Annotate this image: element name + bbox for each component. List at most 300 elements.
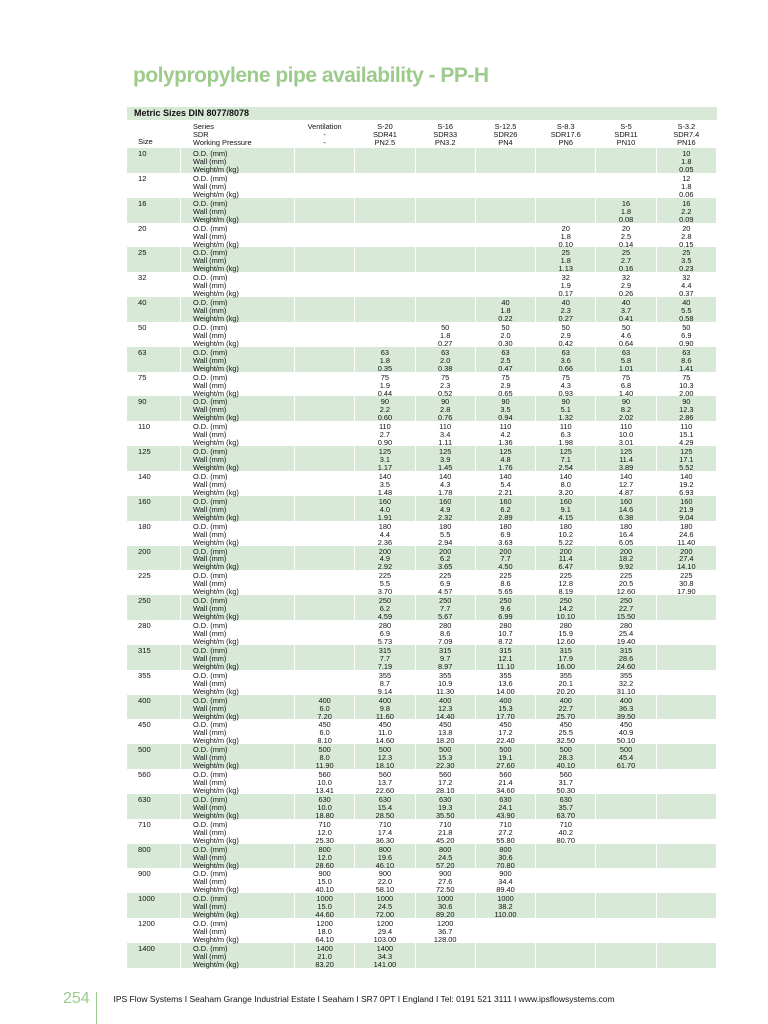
row-label: Wall (mm): [193, 430, 227, 440]
cell-value: 30.6: [498, 852, 513, 862]
row-label: Wall (mm): [193, 554, 227, 564]
table-cell: [536, 918, 596, 943]
cell-value: 6.47: [558, 562, 573, 572]
cell-value: 315: [499, 645, 512, 655]
table-cell: [476, 496, 536, 521]
cell-value: 0.22: [498, 314, 513, 324]
row-labels: [181, 695, 295, 720]
cell-value: 180: [439, 521, 452, 531]
table-cell: [536, 396, 596, 421]
cell-value: 1.48: [377, 487, 393, 497]
row-label: Wall (mm): [193, 256, 227, 266]
table-cell: [596, 695, 656, 720]
table-cell: [536, 546, 596, 571]
table-cell: [596, 446, 656, 471]
cell-value: 160: [559, 496, 572, 506]
table-cell: [536, 496, 596, 521]
row-label: Weight/m (kg): [193, 761, 239, 771]
cell-value: 24.5: [437, 852, 453, 862]
cell-value: 14.40: [435, 711, 455, 721]
row-label: O.D. (mm): [193, 422, 228, 432]
table-cell: [355, 620, 415, 645]
cell-value: 12.3: [679, 405, 694, 415]
cell-value: 40: [501, 298, 510, 308]
cell-value: 103.00: [373, 935, 397, 945]
table-row: [127, 247, 717, 272]
table-row: [127, 595, 717, 620]
table-cell: [355, 769, 415, 794]
table-cell: [657, 471, 717, 496]
cell-value: 6.2: [379, 604, 391, 614]
cell-value: 5.4: [500, 479, 511, 489]
cell-value: 0.65: [498, 388, 513, 398]
table-cell: [476, 272, 536, 297]
table-cell: [416, 819, 476, 844]
cell-value: 16.00: [556, 661, 575, 671]
table-cell: [355, 173, 415, 198]
table-subtitle: Metric Sizes DIN 8077/8078: [127, 107, 717, 120]
cell-value: 710: [559, 819, 572, 829]
header-column: [416, 121, 476, 148]
cell-value: 25: [561, 248, 570, 258]
cell-value: 6.99: [498, 612, 513, 622]
cell-value: 36.30: [375, 835, 395, 845]
row-labels: [181, 322, 295, 347]
table-cell: [536, 198, 596, 223]
table-cell: [536, 148, 596, 173]
table-cell: [355, 695, 415, 720]
cell-value: 450: [378, 720, 392, 730]
row-label: Weight/m (kg): [193, 935, 239, 945]
table-cell: [295, 521, 355, 546]
cell-value: 710: [499, 819, 512, 829]
row-label: Wall (mm): [193, 455, 227, 465]
row-label: Weight/m (kg): [193, 388, 239, 398]
cell-value: 0.17: [558, 289, 573, 299]
cell-value: 200: [680, 546, 693, 556]
table-cell: [476, 173, 536, 198]
cell-value: 31.10: [616, 686, 636, 696]
cell-value: 36.7: [437, 927, 453, 937]
cell-value: 200: [559, 546, 572, 556]
cell-value: 2.0: [500, 330, 511, 340]
table-cell: [416, 247, 476, 272]
cell-value: 20: [682, 223, 691, 233]
cell-value: 17.1: [679, 455, 694, 465]
row-label: Wall (mm): [193, 778, 227, 788]
table-row: [127, 893, 717, 918]
cell-value: 19.3: [437, 802, 453, 812]
cell-value: 500: [619, 745, 633, 755]
table-cell: [295, 918, 355, 943]
cell-value: 400: [378, 695, 392, 705]
cell-value: 4.0: [379, 504, 391, 514]
cell-value: 560: [439, 770, 452, 780]
cell-value: 0.52: [437, 388, 453, 398]
table-cell: [596, 223, 656, 248]
table-cell: [295, 719, 355, 744]
row-labels: [181, 595, 295, 620]
table-cell: [355, 595, 415, 620]
cell-value: 12: [682, 173, 691, 183]
header-label: Working Pressure: [193, 137, 252, 147]
cell-value: 280: [499, 621, 512, 631]
row-label: O.D. (mm): [193, 770, 228, 780]
cell-value: 1.11: [438, 438, 453, 448]
table-cell: [355, 272, 415, 297]
table-cell: [476, 744, 536, 769]
cell-value: 14.2: [558, 604, 573, 614]
cell-value: 11.10: [496, 661, 515, 671]
row-label: O.D. (mm): [193, 645, 228, 655]
cell-value: 15.1: [679, 430, 694, 440]
cell-value: 46.10: [375, 860, 395, 870]
row-size: 90: [127, 396, 181, 421]
cell-value: 30.8: [679, 579, 694, 589]
cell-value: 2.89: [498, 512, 513, 522]
cell-value: 1.17: [377, 463, 393, 473]
cell-value: 1.36: [498, 438, 513, 448]
cell-value: 180: [680, 521, 693, 531]
cell-value: 1000: [316, 894, 333, 904]
cell-value: 0.76: [437, 413, 453, 423]
cell-value: 6.0: [319, 728, 330, 738]
table-cell: [295, 471, 355, 496]
cell-value: 28.50: [375, 810, 395, 820]
cell-value: 2.9: [500, 380, 511, 390]
table-cell: [416, 471, 476, 496]
cell-value: 13.7: [377, 778, 393, 788]
table-row: [127, 372, 717, 397]
cell-value: 8.0: [319, 753, 330, 763]
cell-value: 40.2: [558, 827, 573, 837]
table-cell: [596, 322, 656, 347]
row-label: Weight/m (kg): [193, 264, 239, 274]
table-cell: [476, 794, 536, 819]
cell-value: 5.1: [560, 405, 571, 415]
table-cell: [657, 446, 717, 471]
row-label: Weight/m (kg): [193, 413, 239, 423]
cell-value: 22.7: [558, 703, 573, 713]
cell-value: 30.6: [437, 902, 453, 912]
table-cell: [295, 570, 355, 595]
table-cell: [355, 918, 415, 943]
cell-value: 2.94: [437, 537, 453, 547]
table-cell: [476, 918, 536, 943]
table-cell: [476, 868, 536, 893]
cell-value: 2.7: [379, 430, 391, 440]
cell-value: 1.41: [679, 363, 694, 373]
row-label: O.D. (mm): [193, 720, 228, 730]
row-label: Weight/m (kg): [193, 860, 239, 870]
cell-value: 4.29: [679, 438, 694, 448]
cell-value: 0.41: [618, 314, 634, 324]
cell-value: 10.7: [498, 629, 513, 639]
row-size: 25: [127, 247, 181, 272]
table-cell: [536, 620, 596, 645]
table-cell: [657, 521, 717, 546]
cell-value: 0.27: [558, 314, 573, 324]
table-row: [127, 794, 717, 819]
cell-value: 20.5: [618, 579, 634, 589]
cell-value: 160: [680, 496, 693, 506]
table-cell: [476, 570, 536, 595]
cell-value: 4.4: [379, 529, 391, 539]
cell-value: 0.90: [679, 338, 694, 348]
row-label: Wall (mm): [193, 380, 227, 390]
cell-value: 2.32: [437, 512, 453, 522]
row-size: 75: [127, 372, 181, 397]
row-label: O.D. (mm): [193, 670, 228, 680]
cell-value: 10.9: [437, 678, 453, 688]
cell-value: 710: [378, 819, 392, 829]
cell-value: 34.60: [496, 786, 515, 796]
row-labels: [181, 446, 295, 471]
cell-value: 15.9: [558, 629, 573, 639]
row-label: Weight/m (kg): [193, 463, 239, 473]
cell-value: 64.10: [315, 935, 334, 945]
table-cell: [416, 893, 476, 918]
table-cell: [416, 769, 476, 794]
cell-value: 6.2: [440, 554, 451, 564]
table-cell: [416, 570, 476, 595]
table-cell: [476, 546, 536, 571]
cell-value: 1.8: [681, 156, 692, 166]
table-cell: [295, 247, 355, 272]
table-cell: [295, 943, 355, 968]
cell-value: 3.20: [558, 487, 573, 497]
cell-value: 500: [318, 745, 331, 755]
table-cell: [295, 744, 355, 769]
cell-value: 200: [439, 546, 452, 556]
table-cell: [295, 893, 355, 918]
table-cell: [596, 844, 656, 869]
cell-value: 500: [559, 745, 572, 755]
table-cell: [416, 521, 476, 546]
cell-value: 15.3: [498, 703, 513, 713]
table-cell: [536, 595, 596, 620]
table-cell: [536, 794, 596, 819]
cell-value: 6.2: [500, 504, 511, 514]
row-size: 125: [127, 446, 181, 471]
cell-value: 0.08: [618, 214, 634, 224]
cell-value: 1000: [376, 894, 394, 904]
cell-value: 8.2: [620, 405, 632, 415]
cell-value: 5.5: [681, 306, 692, 316]
table-row: [127, 719, 717, 744]
cell-value: 38.2: [498, 902, 513, 912]
row-label: O.D. (mm): [193, 372, 228, 382]
row-label: O.D. (mm): [193, 894, 228, 904]
table-cell: [596, 570, 656, 595]
row-label: Weight/m (kg): [193, 686, 239, 696]
table-cell: [355, 893, 415, 918]
table-cell: [536, 645, 596, 670]
table-cell: [355, 794, 415, 819]
table-cell: [476, 148, 536, 173]
cell-value: 12.60: [556, 637, 575, 646]
cell-value: 50.30: [556, 786, 575, 796]
table-row: [127, 744, 717, 769]
row-labels: [181, 943, 295, 968]
table-cell: [416, 322, 476, 347]
cell-value: 250: [378, 596, 392, 606]
cell-value: 250: [559, 596, 572, 606]
cell-value: 355: [619, 670, 633, 680]
row-label: Weight/m (kg): [193, 835, 239, 845]
header-column-line: S-16: [437, 122, 453, 131]
cell-value: 1.13: [558, 264, 573, 274]
cell-value: 9.04: [679, 512, 694, 522]
cell-value: 50.10: [616, 736, 636, 746]
cell-value: 125: [378, 447, 392, 457]
table-cell: [657, 620, 717, 645]
row-labels: [181, 645, 295, 670]
cell-value: 4.8: [500, 455, 511, 465]
table-cell: [355, 421, 415, 446]
table-cell: [355, 247, 415, 272]
cell-value: 20.1: [558, 678, 573, 688]
table-cell: [596, 297, 656, 322]
cell-value: 40: [621, 298, 631, 308]
row-size: 10: [127, 148, 181, 173]
row-label: Wall (mm): [193, 728, 227, 738]
cell-value: 110.00: [494, 910, 517, 920]
cell-value: 12.3: [377, 753, 393, 763]
row-label: O.D. (mm): [193, 149, 228, 158]
header-column-line: S-3.2: [677, 122, 696, 131]
row-label: O.D. (mm): [193, 844, 228, 854]
cell-value: 4.50: [498, 562, 513, 572]
cell-value: 10.10: [556, 612, 575, 622]
cell-value: 355: [378, 670, 392, 680]
row-label: Weight/m (kg): [193, 661, 239, 671]
row-label: Weight/m (kg): [193, 289, 239, 299]
cell-value: 560: [318, 770, 331, 780]
table-cell: [295, 695, 355, 720]
cell-value: 400: [439, 695, 452, 705]
row-label: Wall (mm): [193, 852, 227, 862]
row-label: Weight/m (kg): [193, 512, 239, 522]
cell-value: 32: [561, 273, 570, 283]
cell-value: 8.97: [437, 661, 453, 671]
cell-value: 1400: [376, 944, 394, 953]
table-cell: [657, 372, 717, 397]
table-cell: [657, 868, 717, 893]
table-row: [127, 521, 717, 546]
table-cell: [596, 794, 656, 819]
cell-value: 27.6: [437, 877, 453, 887]
cell-value: 63: [561, 347, 570, 357]
cell-value: 32.50: [556, 736, 575, 746]
cell-value: 21.4: [498, 778, 513, 788]
row-label: Weight/m (kg): [193, 810, 239, 820]
cell-value: 12.7: [618, 479, 634, 489]
row-label: O.D. (mm): [193, 471, 228, 481]
cell-value: 400: [619, 695, 633, 705]
cell-value: 0.38: [437, 363, 453, 373]
cell-value: 40.9: [618, 728, 634, 738]
cell-value: 1.78: [437, 487, 453, 497]
table-row: [127, 347, 717, 372]
table-cell: [657, 272, 717, 297]
cell-value: 140: [680, 471, 693, 481]
cell-value: 7.7: [440, 604, 451, 614]
row-labels: [181, 719, 295, 744]
table-cell: [657, 645, 717, 670]
cell-value: 9.92: [618, 562, 634, 572]
table-cell: [295, 794, 355, 819]
table-cell: [657, 595, 717, 620]
header-column-line: SDR7.4: [673, 129, 700, 139]
table-cell: [596, 247, 656, 272]
cell-value: 7.1: [560, 455, 571, 465]
table-cell: [657, 396, 717, 421]
cell-value: 7.7: [379, 653, 391, 663]
table-row: [127, 670, 717, 695]
cell-value: 2.21: [498, 487, 513, 497]
table-cell: [657, 918, 717, 943]
cell-value: 22.0: [377, 877, 393, 887]
table-cell: [596, 595, 656, 620]
cell-value: 19.6: [377, 852, 393, 862]
cell-value: 21.0: [317, 951, 332, 961]
header-column-line: -: [323, 129, 326, 139]
table-cell: [596, 719, 656, 744]
header-column-line: SDR17.6: [550, 129, 581, 139]
table-cell: [476, 372, 536, 397]
row-label: O.D. (mm): [193, 298, 228, 308]
cell-value: 31.7: [558, 778, 573, 788]
table-row: [127, 943, 717, 968]
cell-value: 0.58: [679, 314, 694, 324]
cell-value: 50: [561, 322, 570, 332]
row-labels: [181, 372, 295, 397]
cell-value: 27.4: [679, 554, 694, 564]
table-row: [127, 198, 717, 223]
cell-value: 225: [680, 571, 693, 581]
row-labels: [181, 744, 295, 769]
cell-value: 1200: [376, 919, 394, 929]
header-column-line: PN4: [498, 137, 513, 147]
row-labels: [181, 918, 295, 943]
row-size: 225: [127, 570, 181, 595]
row-label: O.D. (mm): [193, 745, 228, 755]
table-cell: [476, 223, 536, 248]
cell-value: 2.02: [618, 413, 634, 423]
cell-value: 180: [499, 521, 512, 531]
cell-value: 4.2: [500, 430, 511, 440]
cell-value: 2.92: [377, 562, 393, 572]
header-column-line: -: [323, 137, 326, 147]
table-cell: [476, 347, 536, 372]
header-column-line: PN2.5: [374, 137, 396, 147]
row-label: Wall (mm): [193, 653, 227, 663]
cell-value: 22.30: [435, 761, 455, 771]
cell-value: 2.7: [620, 256, 632, 266]
pipe-availability-table: [127, 121, 717, 968]
row-label: Wall (mm): [193, 579, 227, 589]
cell-value: 40: [561, 298, 570, 308]
cell-value: 11.90: [315, 761, 334, 771]
table-cell: [295, 372, 355, 397]
row-label: Weight/m (kg): [193, 338, 239, 348]
cell-value: 225: [499, 571, 512, 581]
cell-value: 355: [439, 670, 452, 680]
row-label: O.D. (mm): [193, 322, 228, 332]
cell-value: 6.3: [560, 430, 571, 440]
table-cell: [657, 297, 717, 322]
